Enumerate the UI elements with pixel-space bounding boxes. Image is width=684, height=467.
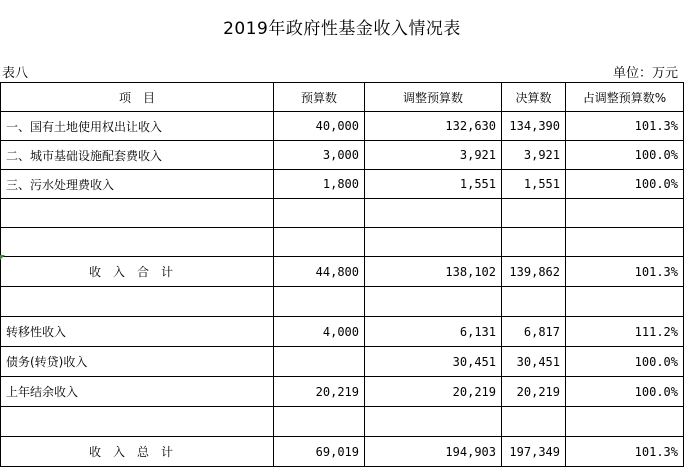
header-item: 项 目	[1, 83, 274, 112]
percent-cell: 101.3%	[566, 257, 684, 287]
table-row	[1, 228, 684, 257]
table-row	[1, 170, 684, 199]
final-cell: 30,451	[502, 347, 566, 377]
percent-cell	[566, 228, 684, 257]
table-number: 表八	[2, 66, 29, 81]
item-cell: 收入总计	[1, 437, 274, 467]
item-cell: 三、污水处理费收入	[1, 170, 274, 199]
final-cell: 134,390	[502, 112, 566, 141]
adjusted-cell: 1,551	[365, 170, 502, 199]
item-cell: 二、城市基础设施配套费收入	[1, 141, 274, 170]
budget-cell	[274, 407, 365, 437]
percent-cell	[566, 199, 684, 228]
item-cell	[1, 199, 274, 228]
table-body	[1, 112, 684, 467]
budget-cell	[274, 287, 365, 317]
final-cell	[502, 287, 566, 317]
final-cell	[502, 228, 566, 257]
final-cell: 139,862	[502, 257, 566, 287]
item-cell: 债务(转贷)收入	[1, 347, 274, 377]
budget-cell: 1,800	[274, 170, 365, 199]
final-cell: 1,551	[502, 170, 566, 199]
header-adjusted-budget: 调整预算数	[365, 83, 502, 112]
final-cell	[502, 407, 566, 437]
table-row	[1, 437, 684, 467]
percent-cell: 100.0%	[566, 170, 684, 199]
item-cell: 转移性收入	[1, 317, 274, 347]
adjusted-cell	[365, 407, 502, 437]
budget-cell: 3,000	[274, 141, 365, 170]
item-cell	[1, 287, 274, 317]
table-row	[1, 287, 684, 317]
adjusted-cell: 194,903	[365, 437, 502, 467]
adjusted-cell: 3,921	[365, 141, 502, 170]
final-cell: 3,921	[502, 141, 566, 170]
percent-cell: 100.0%	[566, 377, 684, 407]
budget-cell	[274, 228, 365, 257]
adjusted-cell: 30,451	[365, 347, 502, 377]
adjusted-cell: 6,131	[365, 317, 502, 347]
header-percent: 占调整预算数%	[566, 83, 684, 112]
final-cell: 20,219	[502, 377, 566, 407]
percent-cell: 100.0%	[566, 141, 684, 170]
adjusted-cell	[365, 287, 502, 317]
budget-cell: 69,019	[274, 437, 365, 467]
table-row	[1, 257, 684, 287]
percent-cell: 101.3%	[566, 112, 684, 141]
final-cell: 6,817	[502, 317, 566, 347]
table-row	[1, 377, 684, 407]
final-cell	[502, 199, 566, 228]
percent-cell: 100.0%	[566, 347, 684, 377]
header-final-account: 决算数	[502, 83, 566, 112]
budget-cell: 20,219	[274, 377, 365, 407]
budget-cell: 40,000	[274, 112, 365, 141]
percent-cell	[566, 287, 684, 317]
header-budget: 预算数	[274, 83, 365, 112]
item-cell: 一、国有土地使用权出让收入	[1, 112, 274, 141]
table-row	[1, 407, 684, 437]
adjusted-cell	[365, 199, 502, 228]
item-cell	[1, 228, 274, 257]
unit-label: 单位：万元	[612, 66, 678, 81]
budget-cell: 4,000	[274, 317, 365, 347]
table-row	[1, 199, 684, 228]
table-header-row	[1, 83, 684, 112]
percent-cell: 101.3%	[566, 437, 684, 467]
adjusted-cell: 20,219	[365, 377, 502, 407]
percent-cell	[566, 407, 684, 437]
cell-comment-marker	[0, 255, 5, 260]
table-row	[1, 317, 684, 347]
budget-cell: 44,800	[274, 257, 365, 287]
adjusted-cell: 132,630	[365, 112, 502, 141]
item-cell: 上年结余收入	[1, 377, 274, 407]
page-title: 2019年政府性基金收入情况表	[223, 19, 461, 39]
table-row	[1, 347, 684, 377]
percent-cell: 111.2%	[566, 317, 684, 347]
adjusted-cell: 138,102	[365, 257, 502, 287]
item-cell: 收入合计	[1, 257, 274, 287]
item-cell	[1, 407, 274, 437]
budget-cell	[274, 199, 365, 228]
table-row	[1, 112, 684, 141]
table-row	[1, 141, 684, 170]
revenue-table	[0, 82, 684, 467]
budget-cell	[274, 347, 365, 377]
final-cell: 197,349	[502, 437, 566, 467]
adjusted-cell	[365, 228, 502, 257]
